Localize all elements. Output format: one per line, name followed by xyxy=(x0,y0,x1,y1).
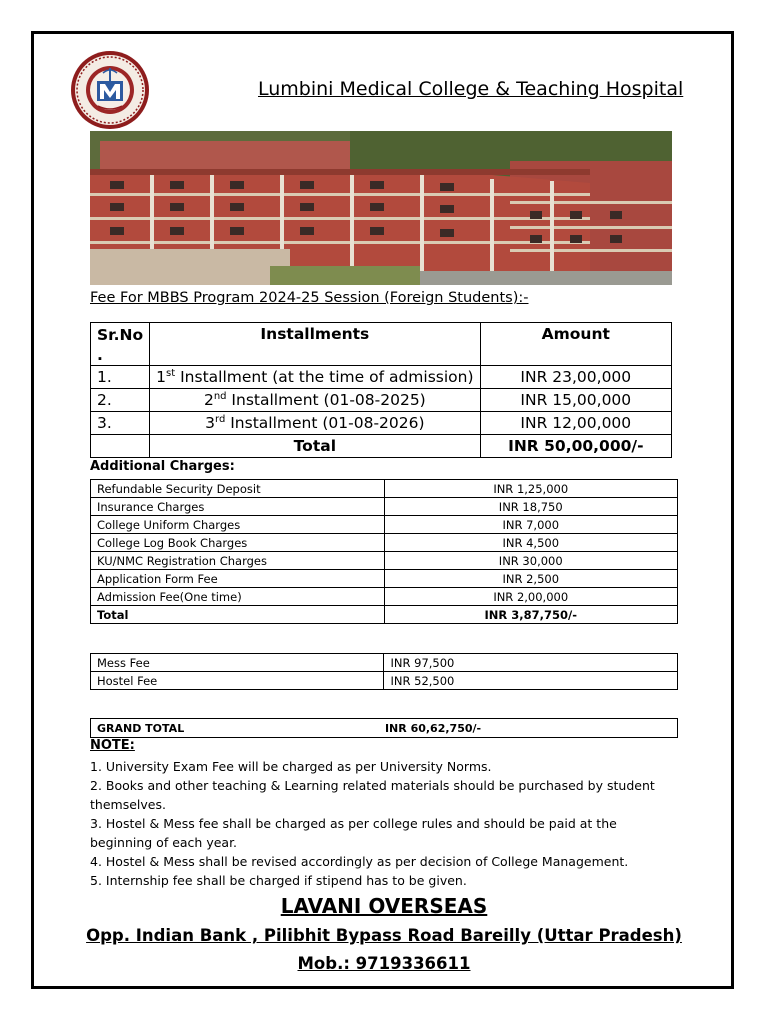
college-title: Lumbini Medical College & Teaching Hospital xyxy=(258,78,684,100)
sr-no-cell: 3. xyxy=(91,412,150,435)
college-seal-logo xyxy=(70,50,150,130)
mess-hostel-table xyxy=(90,653,678,690)
fee-section-heading: Fee For MBBS Program 2024-25 Session (Foreign Students):- xyxy=(90,290,529,306)
charge-amount: INR 2,500 xyxy=(384,570,678,588)
table-row xyxy=(91,516,678,534)
fee-label: Mess Fee xyxy=(91,654,384,672)
installment-cell: 2nd Installment (01-08-2025) xyxy=(150,389,480,412)
sr-no-header: Sr.No . xyxy=(91,323,150,366)
table-row xyxy=(91,412,672,435)
charge-label: Insurance Charges xyxy=(91,498,385,516)
charge-amount: INR 7,000 xyxy=(384,516,678,534)
charge-amount: INR 18,750 xyxy=(384,498,678,516)
charge-amount: INR 4,500 xyxy=(384,534,678,552)
installment-table xyxy=(90,322,672,458)
table-row xyxy=(91,480,678,498)
empty-cell xyxy=(91,435,150,458)
charge-label: KU/NMC Registration Charges xyxy=(91,552,385,570)
total-amount: INR 50,00,000/- xyxy=(480,435,671,458)
installments-header: Installments xyxy=(150,323,480,366)
amount-cell: INR 23,00,000 xyxy=(480,366,671,389)
charge-amount: INR 1,25,000 xyxy=(384,480,678,498)
note-item: 2. Books and other teaching & Learning related materials should be purchased by student themselves. xyxy=(90,778,655,812)
table-row xyxy=(91,389,672,412)
table-row xyxy=(91,552,678,570)
sr-no-cell: 2. xyxy=(91,389,150,412)
fee-label: Hostel Fee xyxy=(91,672,384,690)
total-label: Total xyxy=(150,435,480,458)
college-building-photo xyxy=(90,131,672,285)
notes-list xyxy=(90,757,675,890)
note-item: 4. Hostel & Mess shall be revised accordingly as per decision of College Management. xyxy=(90,854,629,869)
table-row xyxy=(91,654,678,672)
charge-amount: INR 2,00,000 xyxy=(384,588,678,606)
amount-cell: INR 15,00,000 xyxy=(480,389,671,412)
additional-charges-heading: Additional Charges: xyxy=(90,459,235,474)
table-row xyxy=(91,534,678,552)
note-item: 3. Hostel & Mess fee shall be charged as per college rules and should be paid at the beginning of each year. xyxy=(90,816,617,850)
amount-header: Amount xyxy=(480,323,671,366)
agent-name: LAVANI OVERSEAS xyxy=(280,894,488,918)
charge-label: Admission Fee(One time) xyxy=(91,588,385,606)
agent-address: Opp. Indian Bank , Pilibhit Bypass Road Bareilly (Uttar Pradesh) xyxy=(86,926,682,945)
table-row xyxy=(91,570,678,588)
amount-cell: INR 12,00,000 xyxy=(480,412,671,435)
table-header-row xyxy=(91,323,672,366)
grand-total-amount: INR 60,62,750/- xyxy=(381,719,678,738)
total-row xyxy=(91,435,672,458)
charge-label: College Log Book Charges xyxy=(91,534,385,552)
installment-cell: 3rd Installment (01-08-2026) xyxy=(150,412,480,435)
note-item: 5. Internship fee shall be charged if stipend has to be given. xyxy=(90,873,467,888)
table-row xyxy=(91,366,672,389)
note-heading: NOTE: xyxy=(90,738,135,753)
note-item: 1. University Exam Fee will be charged as per University Norms. xyxy=(90,759,492,774)
charge-label: Application Form Fee xyxy=(91,570,385,588)
fee-amount: INR 52,500 xyxy=(384,672,678,690)
table-row xyxy=(91,498,678,516)
charge-label: Refundable Security Deposit xyxy=(91,480,385,498)
agent-mobile: Mob.: 9719336611 xyxy=(297,954,471,973)
additional-charges-table xyxy=(90,479,678,624)
installment-cell: 1st Installment (at the time of admission) xyxy=(150,366,480,389)
total-row xyxy=(91,606,678,624)
charge-label: College Uniform Charges xyxy=(91,516,385,534)
grand-total-row xyxy=(91,719,678,738)
fee-amount: INR 97,500 xyxy=(384,654,678,672)
table-row xyxy=(91,588,678,606)
grand-total-table xyxy=(90,718,678,738)
sr-no-cell: 1. xyxy=(91,366,150,389)
charge-amount: INR 30,000 xyxy=(384,552,678,570)
table-row xyxy=(91,672,678,690)
total-amount: INR 3,87,750/- xyxy=(384,606,678,624)
grand-total-label: GRAND TOTAL xyxy=(91,719,381,738)
total-label: Total xyxy=(91,606,385,624)
